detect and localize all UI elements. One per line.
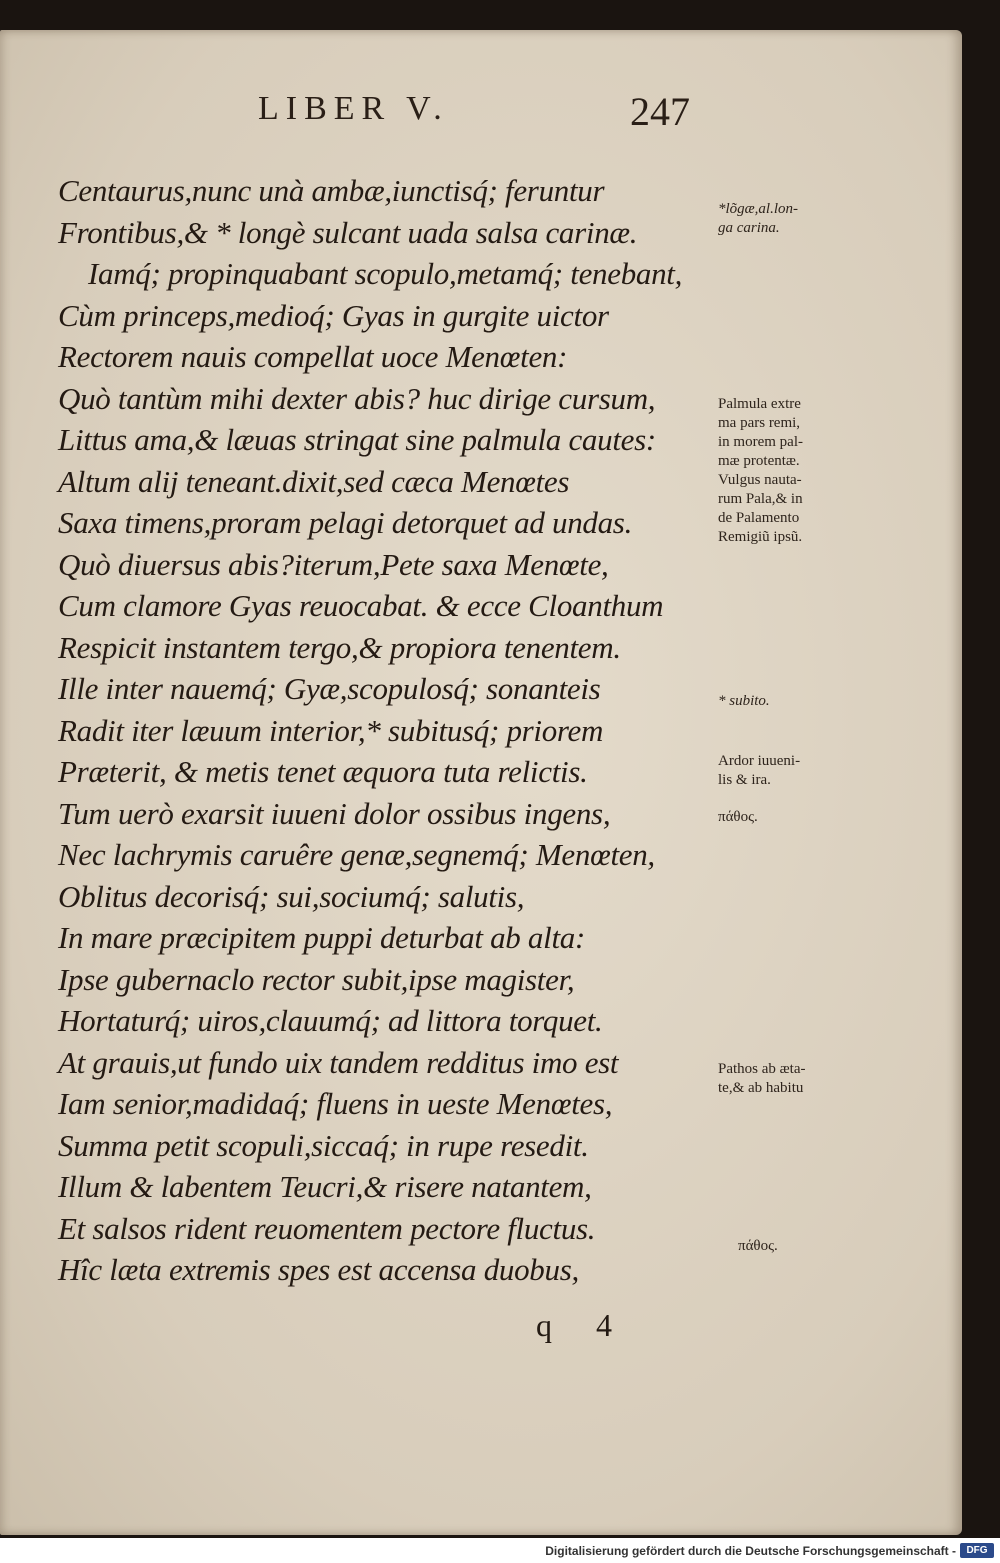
verse-line: Præterit, & metis tenet æquora tuta relictis. <box>58 754 588 789</box>
verse-line: Quò diuersus abis?iterum,Pete saxa Menœte, <box>58 546 609 582</box>
verse-line: Ille inter nauemq́; Gyæ,scopulosq́; sonanteis <box>58 671 601 706</box>
verse-line: Rectorem nauis compellat uoce Menœten: <box>58 339 568 374</box>
book-page <box>0 30 962 1535</box>
verse-line: Summa petit scopuli,siccaq́; in rupe resedit. <box>58 1127 589 1163</box>
verse-line: Oblitus decorisq́; sui,sociumq́; salutis, <box>58 878 525 914</box>
marginal-note-ardor: Ardor iuueni- lis & ira. <box>718 753 801 788</box>
verse-line: Centaurus,nunc unà ambæ,iunctisq́; feruntur <box>58 173 605 208</box>
marginal-note-pathos: πάθος. <box>718 809 758 825</box>
verse-line: Nec lachrymis caruêre genæ,segnemq́; Menœten, <box>58 837 655 872</box>
verse-line: Hîc læta extremis spes est accensa duobus, <box>58 1252 579 1287</box>
verse-line: Cùm princeps,medioq́; Gyas in gurgite uictor <box>58 297 609 333</box>
marginal-note-pathos: πάθος. <box>738 1238 778 1254</box>
verse-line: Altum alij teneant.dixit,sed cæca Menœtes <box>58 463 570 499</box>
verse-line: Hortaturq́; uiros,clauumq́; ad littora torquet. <box>58 1003 603 1038</box>
page-number: 247 <box>630 89 690 134</box>
verse-block <box>58 170 718 1291</box>
verse-line: Radit iter læuum interior,* subitusq́; priorem <box>58 712 604 748</box>
running-head: LIBER V. <box>258 90 449 127</box>
verse-line: Ipse gubernaclo rector subit,ipse magister, <box>58 961 575 997</box>
verse-line: In mare præcipitem puppi deturbat ab alta: <box>58 920 585 955</box>
signature-mark: q 4 <box>536 1307 630 1343</box>
dfg-logo-icon: DFG <box>960 1543 994 1558</box>
verse-line: Iamq́; propinquabant scopulo,metamq́; tenebant, <box>88 256 683 291</box>
digitization-footer <box>0 1538 1000 1563</box>
verse-line: Saxa timens,proram pelagi detorquet ad undas. <box>58 505 633 540</box>
verse-line: Littus ama,& læuas stringat sine palmula cautes: <box>58 422 656 457</box>
marginal-note-palmula: Palmula extre ma pars remi, in morem pal- mæ protentæ. Vulgus nauta- rum Pala,& in de Palamento Remigiũ ipsũ. <box>718 396 803 545</box>
verse-line: At grauis,ut fundo uix tandem redditus imo est <box>58 1044 619 1080</box>
verse-line: Quò tantùm mihi dexter abis? huc dirige cursum, <box>58 380 656 416</box>
funding-credit: Digitalisierung gefördert durch die Deutsche Forschungsgemeinschaft - <box>545 1544 956 1558</box>
verse-line: Et salsos rident reuomentem pectore fluctus. <box>58 1210 596 1246</box>
verse-line: Illum & labentem Teucri,& risere natantem, <box>58 1169 592 1204</box>
marginal-note-subito: * subito. <box>718 693 770 709</box>
verse-line: Frontibus,& * longè sulcant uada salsa carinæ. <box>58 214 638 250</box>
marginal-note-pathos-ab-aetate: Pathos ab æta- te,& ab habitu <box>718 1061 806 1096</box>
verse-line: Cum clamore Gyas reuocabat. & ecce Cloanthum <box>58 588 664 623</box>
verse-line: Tum uerò exarsit iuueni dolor ossibus ingens, <box>58 795 611 831</box>
verse-line: Iam senior,madidaq́; fluens in ueste Menœtes, <box>58 1086 613 1121</box>
verse-line: Respicit instantem tergo,& propiora tenentem. <box>58 629 621 665</box>
marginal-note-longa: *lõgæ,al.lon- ga carina. <box>718 201 799 236</box>
page-header <box>0 90 962 160</box>
